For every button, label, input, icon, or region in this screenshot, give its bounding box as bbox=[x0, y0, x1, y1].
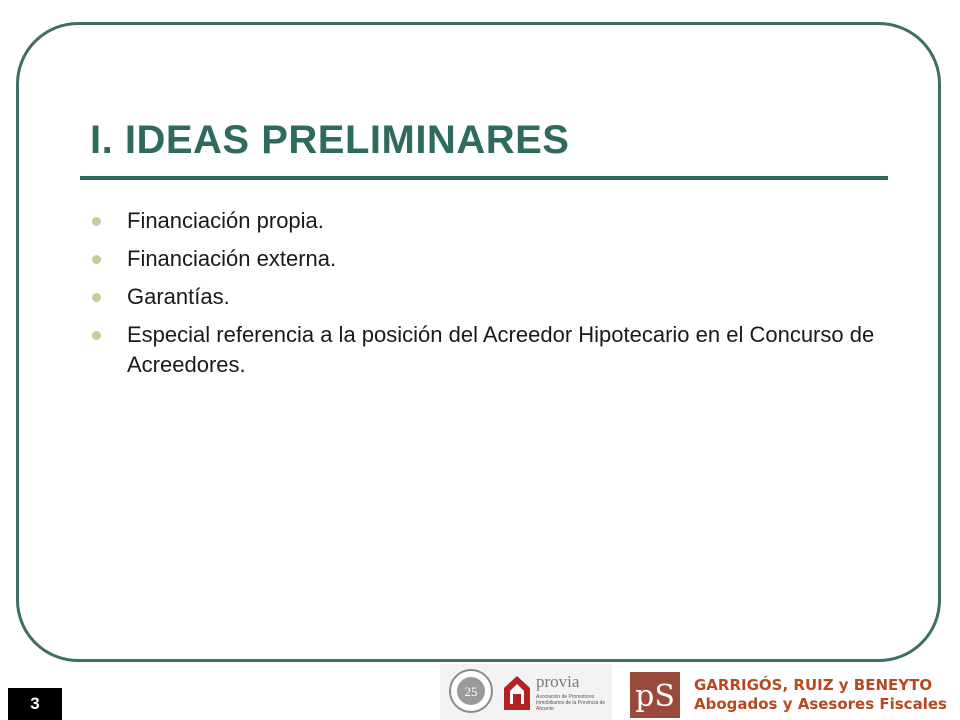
slide-title: I. IDEAS PRELIMINARES bbox=[90, 118, 570, 162]
firm-subtitle: Abogados y Asesores Fiscales bbox=[694, 695, 947, 713]
bullet-text: Especial referencia a la posición del Acreedor Hipotecario en el Concurso de Acreedores. bbox=[127, 322, 875, 377]
bullet-text: Garantías. bbox=[127, 284, 230, 309]
bullet-dot-icon bbox=[92, 331, 101, 340]
bullet-dot-icon bbox=[92, 217, 101, 226]
bullet-item bbox=[90, 282, 890, 312]
bullet-text: Financiación externa. bbox=[127, 246, 337, 271]
firm-name: GARRIGÓS, RUIZ y BENEYTO bbox=[694, 676, 933, 694]
provia-house-icon bbox=[502, 674, 532, 712]
firm-logo-icon bbox=[630, 672, 680, 718]
provia-logo bbox=[440, 664, 612, 720]
provia-description: Asociación de Promotores Inmobiliarios de la Provincia de Alicante bbox=[536, 694, 606, 712]
bullet-item bbox=[90, 206, 890, 236]
bullet-dot-icon bbox=[92, 293, 101, 302]
seal-number: 25 bbox=[464, 684, 478, 699]
bullet-item bbox=[90, 244, 890, 274]
anniversary-seal-icon bbox=[448, 668, 494, 714]
provia-name: provia bbox=[536, 672, 580, 691]
page-number: 3 bbox=[8, 688, 62, 720]
bullet-text: Financiación propia. bbox=[127, 208, 324, 233]
title-underline bbox=[80, 176, 888, 180]
bullet-dot-icon bbox=[92, 255, 101, 264]
bullet-item bbox=[90, 320, 890, 380]
firm-logo-letters: pS bbox=[635, 679, 675, 714]
bullet-list bbox=[90, 206, 890, 388]
